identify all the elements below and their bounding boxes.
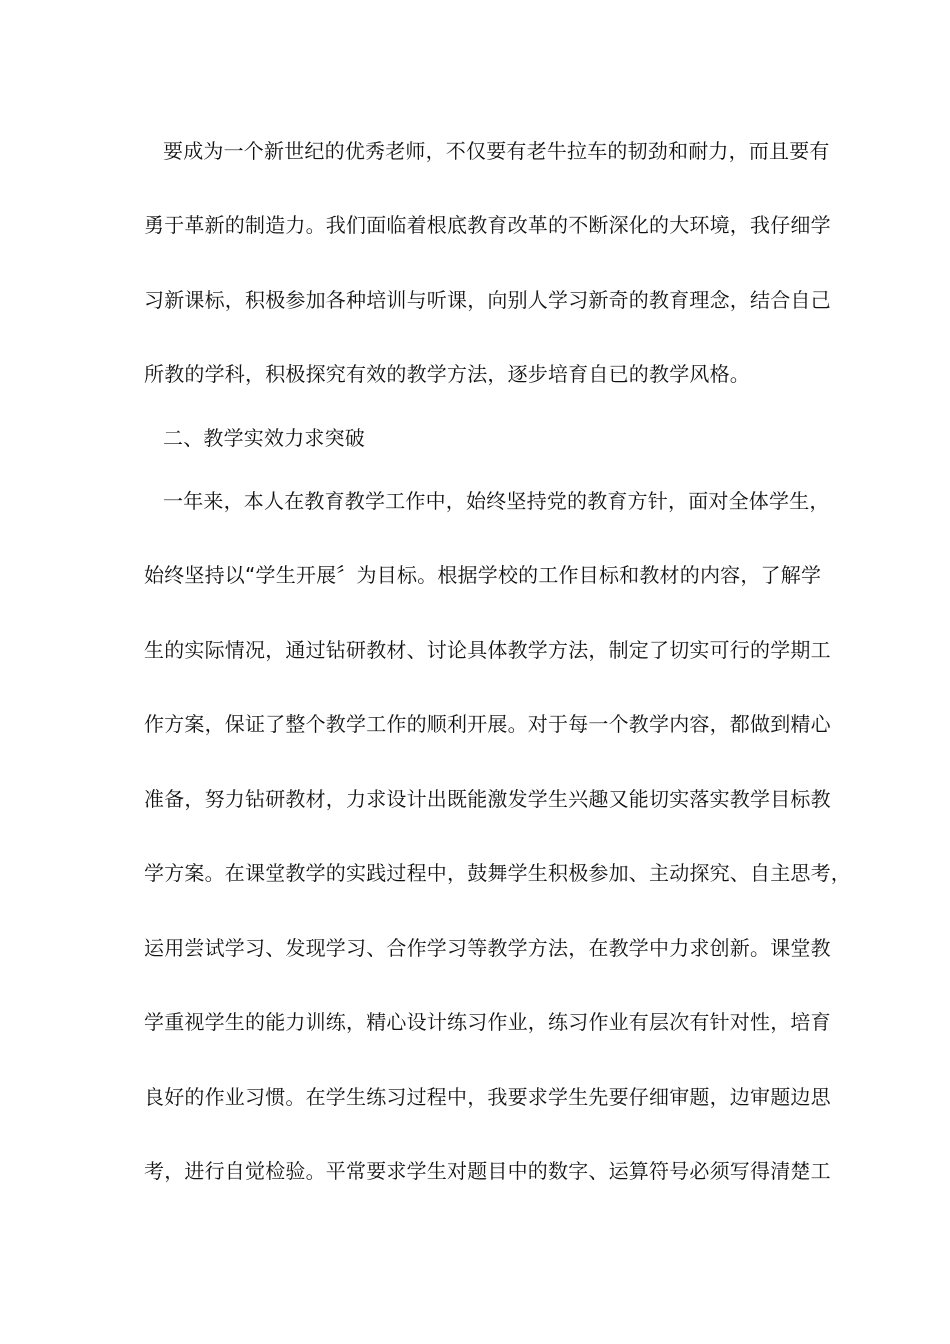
paragraph-line: 作方案，保证了整个教学工作的顺利开展。对于每一个教学内容，都做到精心 bbox=[144, 712, 831, 736]
paragraph-line: 运用尝试学习、发现学习、合作学习等教学方法，在教学中力求创新。课堂教 bbox=[144, 936, 831, 960]
paragraph-line: 一年来，本人在教育教学工作中，始终坚持党的教育方针，面对全体学生， bbox=[163, 489, 830, 513]
paragraph-line: 准备，努力钻研教材，力求设计出既能激发学生兴趣又能切实落实教学目标教 bbox=[144, 787, 831, 811]
section-heading: 二、教学实效力求突破 bbox=[163, 426, 365, 450]
paragraph-line: 良好的作业习惯。在学生练习过程中，我要求学生先要仔细审题，边审题边思 bbox=[144, 1085, 831, 1109]
paragraph-line: 勇于革新的制造力。我们面临着根底教育改革的不断深化的大环境，我仔细学 bbox=[144, 213, 831, 237]
paragraph-line: 所教的学科，积极探究有效的教学方法，逐步培育自已的教学风格。 bbox=[144, 362, 750, 386]
paragraph-line: 始终坚持以“学生开展〞为目标。根据学校的工作目标和教材的内容，了解学 bbox=[144, 563, 822, 587]
paragraph-line: 考，进行自觉检验。平常要求学生对题目中的数字、运算符号必须写得清楚工 bbox=[144, 1159, 831, 1183]
paragraph-line: 习新课标，积极参加各种培训与听课，向别人学习新奇的教育理念，结合自己 bbox=[144, 288, 831, 312]
paragraph-line: 学方案。在课堂教学的实践过程中，鼓舞学生积极参加、主动探究、自主思考， bbox=[144, 861, 851, 885]
paragraph-line: 要成为一个新世纪的优秀老师，不仅要有老牛拉车的韧劲和耐力，而且要有 bbox=[163, 139, 830, 163]
paragraph-line: 学重视学生的能力训练，精心设计练习作业，练习作业有层次有针对性，培育 bbox=[144, 1010, 831, 1034]
paragraph-line: 生的实际情况，通过钻研教材、讨论具体教学方法，制定了切实可行的学期工 bbox=[144, 638, 831, 662]
